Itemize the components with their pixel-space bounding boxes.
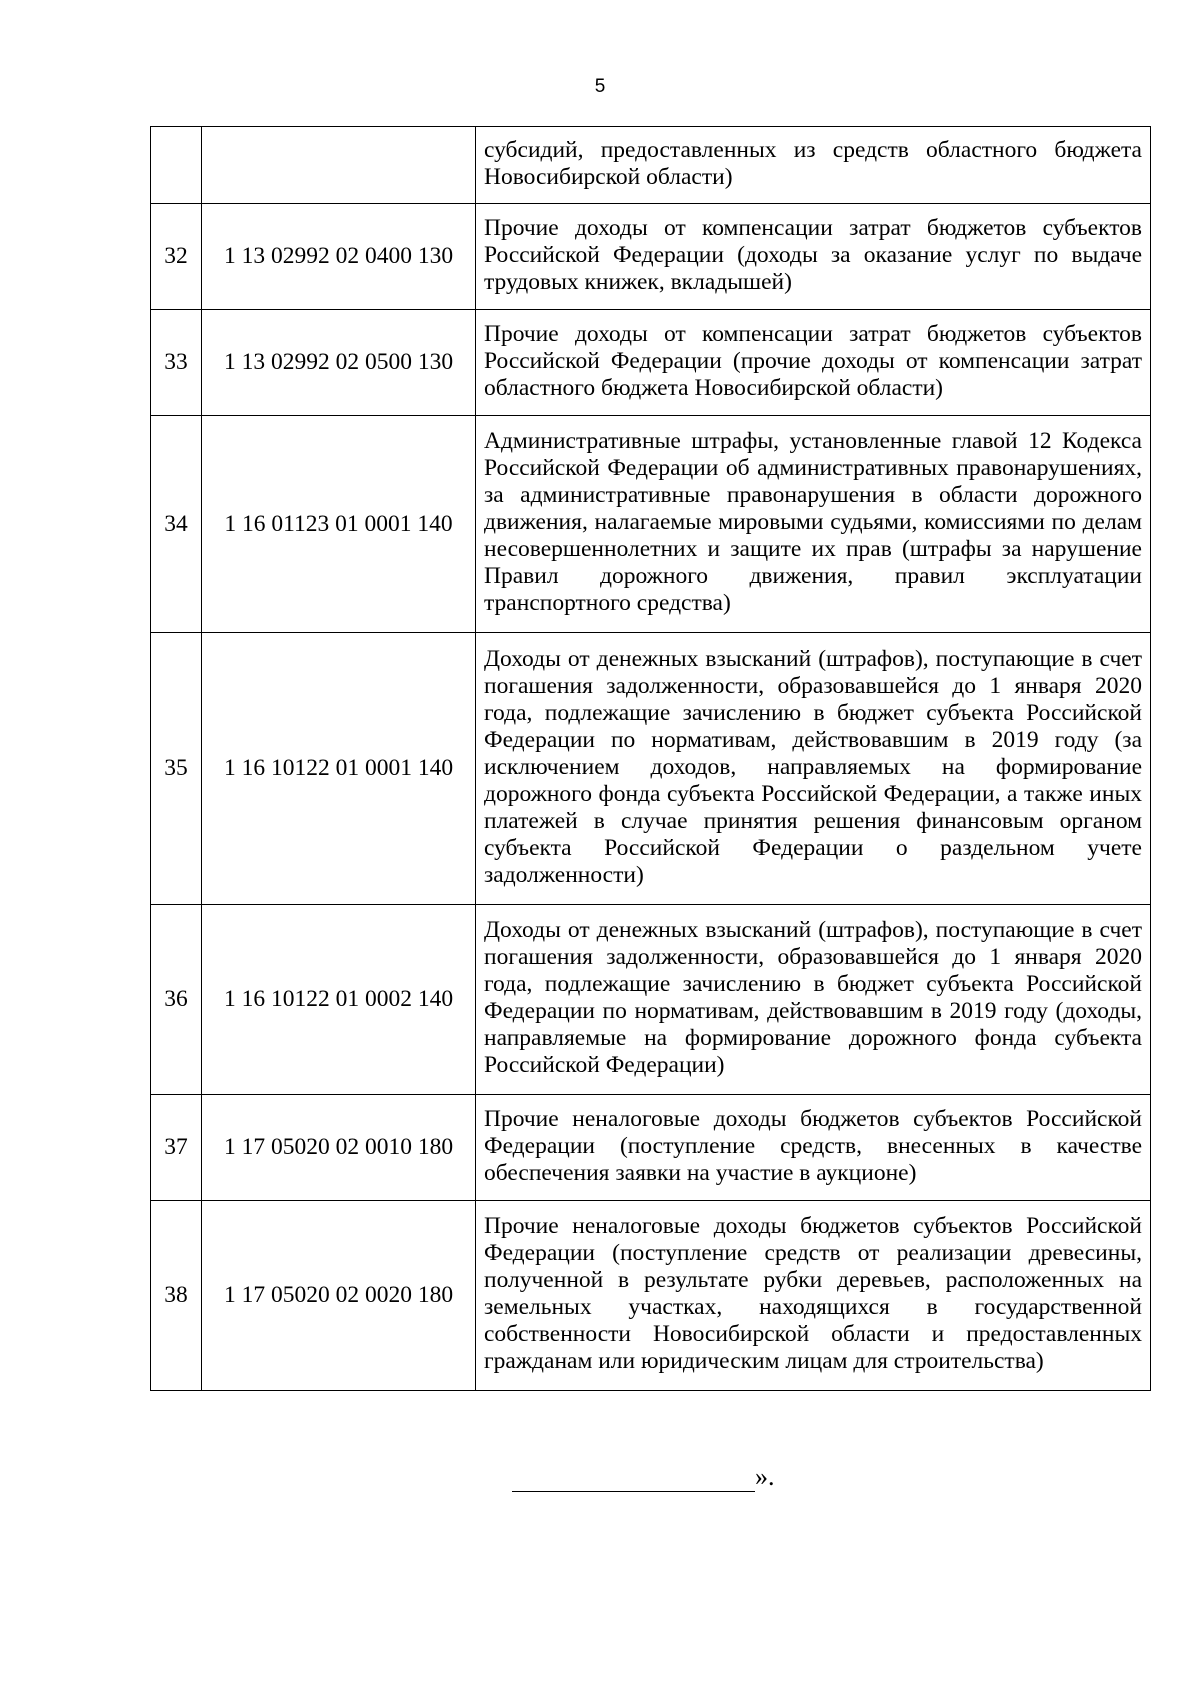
table-row [151,905,1151,1095]
table-row [151,204,1151,310]
row-number: 36 [151,905,202,1095]
income-description: Доходы от денежных взысканий (штрафов), поступающие в счет погашения задолженности, образовавшейся до 1 января 2020 года, подлежащие зачислению в бюджет субъекта Российской Федерации по нормативам, действовавшим в 2019 году (доходы, направляемые на формирование дорожного фонда субъекта Российской Федерации) [476,905,1151,1095]
row-number: 32 [151,204,202,310]
row-number: 37 [151,1095,202,1201]
row-number: 34 [151,416,202,633]
table-row [151,310,1151,416]
income-description: Прочие неналоговые доходы бюджетов субъектов Российской Федерации (поступление средств от реализации древесины, полученной в результате рубки деревьев, расположенных на земельных участках, находящихся в государственной собственности Новосибирской области и предоставленных гражданам или юридическим лицам для строительства) [476,1201,1151,1391]
row-number: 33 [151,310,202,416]
income-description: Доходы от денежных взысканий (штрафов), поступающие в счет погашения задолженности, образовавшейся до 1 января 2020 года, подлежащие зачислению в бюджет субъекта Российской Федерации по нормативам, действовавшим в 2019 году (за исключением доходов, направляемых на формирование дорожного фонда субъекта Российской Федерации, а также иных платежей в случае принятия решения финансовым органом субъекта Российской Федерации о раздельном учете задолженности) [476,633,1151,905]
table-row [151,1095,1151,1201]
income-description: субсидий, предоставленных из средств областного бюджета Новосибирской области) [476,127,1151,204]
income-code: 1 17 05020 02 0020 180 [202,1201,476,1391]
income-code: 1 16 10122 01 0002 140 [202,905,476,1095]
income-description: Административные штрафы, установленные главой 12 Кодекса Российской Федерации об административных правонарушениях, за административные правонарушения в области дорожного движения, налагаемые мировыми судьями, комиссиями по делам несовершеннолетних и защите их прав (штрафы за нарушение Правил дорожного движения, правил эксплуатации транспортного средства) [476,416,1151,633]
closing-quote: ». [755,1462,775,1491]
table-row [151,127,1151,204]
table-row [151,1201,1151,1391]
income-code: 1 13 02992 02 0500 130 [202,310,476,416]
income-code: 1 13 02992 02 0400 130 [202,204,476,310]
income-description: Прочие доходы от компенсации затрат бюджетов субъектов Российской Федерации (прочие доходы от компенсации затрат областного бюджета Новосибирской области) [476,310,1151,416]
table-row [151,633,1151,905]
income-description: Прочие неналоговые доходы бюджетов субъектов Российской Федерации (поступление средств, внесенных в качестве обеспечения заявки на участие в аукционе) [476,1095,1151,1201]
closing-line [512,1462,775,1492]
income-description: Прочие доходы от компенсации затрат бюджетов субъектов Российской Федерации (доходы за оказание услуг по выдаче трудовых книжек, вкладышей) [476,204,1151,310]
table-row [151,416,1151,633]
row-number: 38 [151,1201,202,1391]
income-code: 1 17 05020 02 0010 180 [202,1095,476,1201]
row-number: 35 [151,633,202,905]
income-codes-table [150,126,1151,1391]
income-code: 1 16 01123 01 0001 140 [202,416,476,633]
income-code [202,127,476,204]
page-number: 5 [594,76,606,97]
income-code: 1 16 10122 01 0001 140 [202,633,476,905]
signature-underline [512,1469,755,1492]
row-number [151,127,202,204]
